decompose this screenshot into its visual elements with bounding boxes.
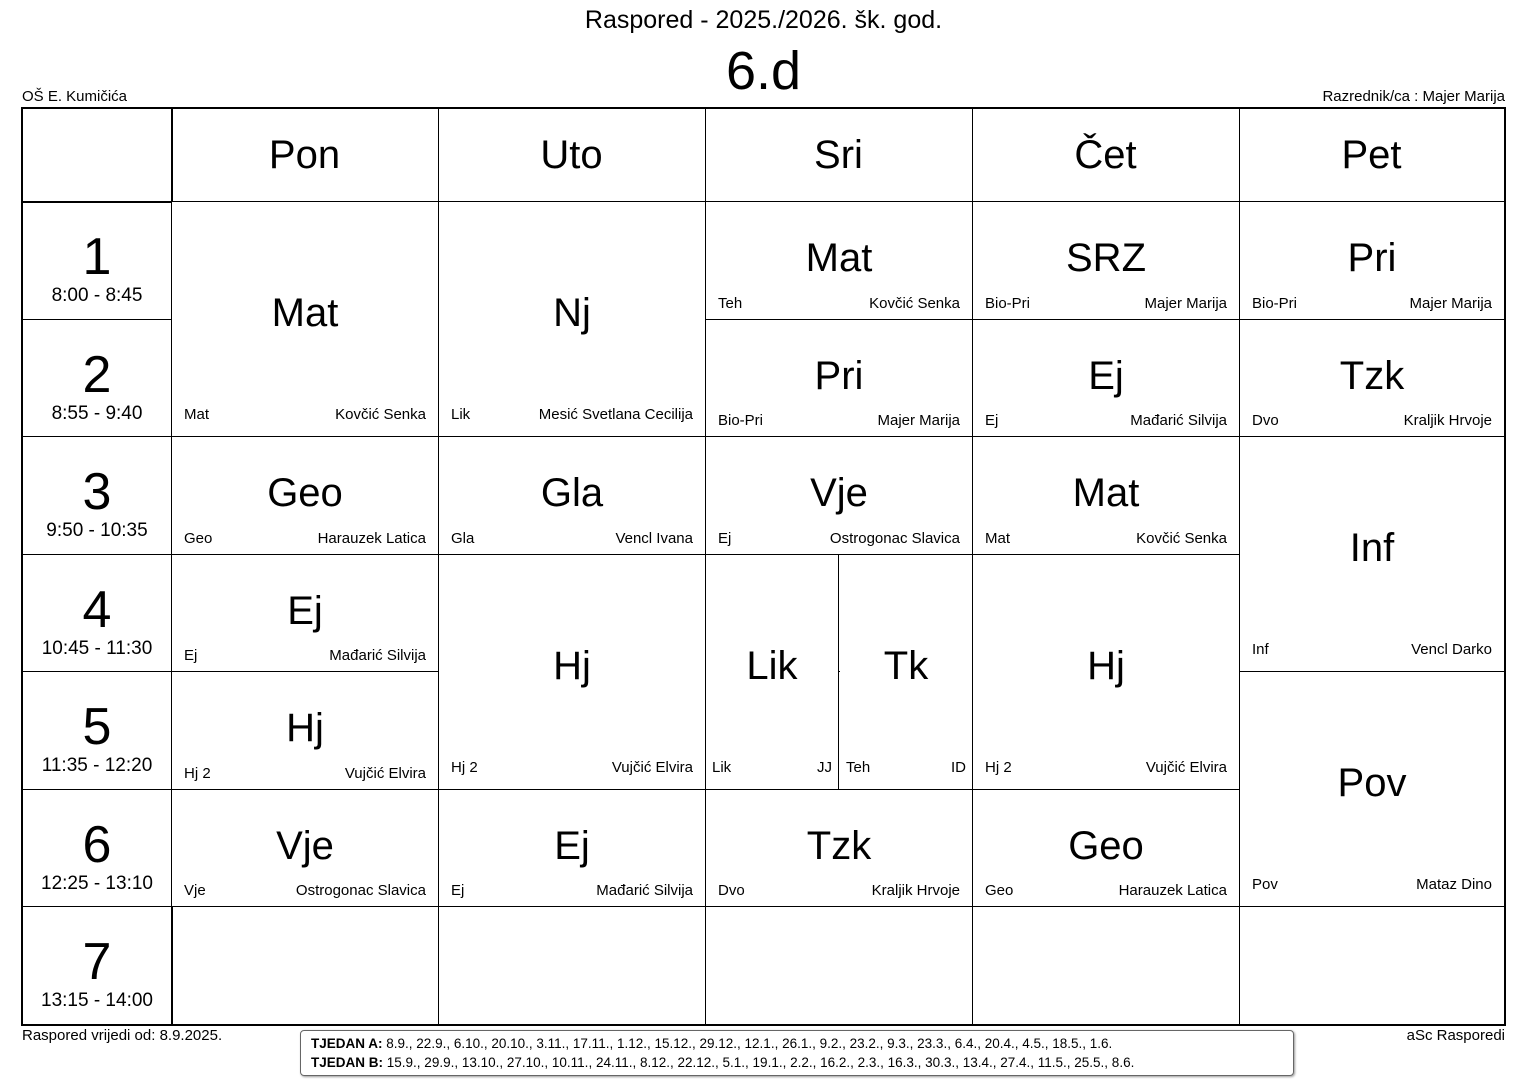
lesson-subject: Lik (746, 643, 798, 688)
lesson-subject: Tzk (806, 823, 872, 868)
week-b-row (311, 1053, 1283, 1072)
period-number: 6 (82, 815, 112, 874)
lesson-group: Ej (718, 529, 732, 547)
week-b-dates: 15.9., 29.9., 13.10., 27.10., 10.11., 24.11., 8.12., 22.12., 5.1., 19.1., 2.2., 16.2., 2.3., 16.3., 30.3., 13.4., 27.4., 11.5., 25.5., 8.6. (386, 1055, 1135, 1070)
lesson-teacher: Harauzek Latica (1118, 882, 1227, 900)
lesson-subject: Pri (1347, 236, 1397, 280)
lesson-subject: Mat (1072, 471, 1140, 516)
lesson-teacher: Vencl Ivana (615, 529, 693, 547)
lesson-group: Pov (1252, 876, 1278, 894)
lesson-cell (973, 202, 1239, 319)
school-name: OŠ E. Kumičića (22, 88, 128, 105)
lesson-teacher: ID (951, 758, 966, 776)
week-b-label: TJEDAN B: (311, 1055, 384, 1070)
lesson-teacher: Harauzek Latica (317, 529, 426, 547)
page-title: Raspored - 2025./2026. šk. god. (584, 6, 943, 34)
lesson-teacher: Kovčić Senka (335, 406, 426, 424)
valid-from-text: Raspored vrijedi od: 8.9.2025. (22, 1027, 223, 1044)
lesson-group: Dvo (718, 882, 745, 900)
lesson-teacher: JJ (817, 758, 832, 776)
lesson-teacher: Mesić Svetlana Cecilija (538, 406, 693, 424)
lesson-teacher: Vujčić Elvira (1145, 758, 1227, 776)
day-header: Pon (268, 132, 341, 177)
lesson-subject: SRZ (1066, 236, 1146, 280)
lesson-subject: Gla (540, 471, 604, 516)
lesson-group: Hj 2 (184, 764, 211, 782)
period-label (23, 201, 171, 319)
period-label (23, 789, 171, 907)
lesson-teacher: Vujčić Elvira (611, 758, 693, 776)
period-time: 8:00 - 8:45 (51, 285, 143, 306)
lesson-subject: Vje (810, 471, 868, 516)
lesson-subject: Vje (276, 823, 334, 868)
lesson-subject: Tk (883, 643, 929, 688)
week-a-label: TJEDAN A: (311, 1036, 383, 1051)
period-time: 8:55 - 9:40 (51, 402, 143, 424)
brand-text: aSc Rasporedi (1406, 1027, 1505, 1044)
period-label (23, 436, 171, 554)
lesson-group: Ej (184, 647, 198, 665)
lesson-subject: Hj (1087, 643, 1125, 688)
lesson-cell (973, 555, 1239, 789)
lesson-cell (1240, 202, 1504, 319)
grid-row-line (23, 906, 1504, 907)
day-header: Sri (814, 132, 863, 177)
lesson-cell (840, 555, 972, 789)
lesson-group: Inf (1252, 641, 1269, 659)
lesson-teacher: Kovčić Senka (869, 294, 960, 312)
lesson-subject: Geo (1068, 823, 1144, 868)
lesson-teacher: Kraljik Hrvoje (1403, 412, 1492, 430)
lesson-subject: Ej (1088, 353, 1124, 398)
week-schedule-box (300, 1030, 1294, 1076)
lesson-cell (1240, 672, 1504, 906)
lesson-teacher: Majer Marija (1409, 294, 1492, 312)
lesson-cell (439, 555, 705, 789)
period-number: 2 (82, 345, 112, 404)
lesson-subject: Mat (805, 236, 873, 280)
lesson-cell (172, 790, 438, 907)
period-label (23, 554, 171, 672)
lesson-teacher: Vencl Darko (1411, 641, 1492, 659)
period-label (23, 671, 171, 789)
class-name: 6.d (725, 41, 802, 101)
lesson-group: Geo (184, 529, 213, 547)
lesson-cell (706, 437, 972, 554)
lesson-teacher: Kovčić Senka (1136, 529, 1227, 547)
period-label (23, 319, 171, 437)
lesson-group: Bio-Pri (985, 294, 1031, 312)
lesson-subject: Tzk (1339, 353, 1405, 398)
lesson-teacher: Vujčić Elvira (344, 764, 426, 782)
lesson-group: Hj 2 (985, 758, 1012, 776)
lesson-group: Ej (985, 412, 999, 430)
day-header: Čet (1074, 132, 1137, 177)
lesson-group: Bio-Pri (1252, 294, 1298, 312)
timetable-grid (21, 107, 1506, 1026)
lesson-subject: Ej (554, 823, 590, 868)
period-label (23, 906, 171, 1024)
week-a-row (311, 1034, 1283, 1053)
lesson-cell (439, 437, 705, 554)
lesson-group: Mat (985, 529, 1011, 547)
lesson-group: Teh (718, 294, 743, 312)
lesson-cell (172, 202, 438, 436)
lesson-teacher: Mađarić Silvija (329, 647, 426, 665)
lesson-group: Gla (451, 529, 475, 547)
period-number: 3 (82, 463, 112, 522)
lesson-subject: Pov (1337, 761, 1407, 806)
lesson-teacher: Mađarić Silvija (596, 882, 693, 900)
lesson-group: Teh (846, 758, 871, 776)
lesson-teacher: Majer Marija (1144, 294, 1227, 312)
lesson-subject: Inf (1349, 526, 1395, 571)
period-time: 10:45 - 11:30 (41, 637, 153, 659)
lesson-group: Lik (451, 406, 471, 424)
lesson-cell (706, 790, 972, 907)
lesson-group: Dvo (1252, 412, 1279, 430)
lesson-cell (439, 202, 705, 436)
week-a-dates: 8.9., 22.9., 6.10., 20.10., 3.11., 17.11., 1.12., 15.12., 29.12., 12.1., 26.1., 9.2., 23.2., 9.3., 23.3., 6.4., 20.4., 4.5., 18.5., 1.6. (386, 1036, 1113, 1051)
lesson-cell (973, 790, 1239, 907)
lesson-subject: Ej (287, 588, 323, 633)
lesson-subject: Nj (553, 291, 591, 336)
lesson-subject: Hj (286, 706, 324, 751)
lesson-group: Mat (184, 406, 210, 424)
lesson-subject: Pri (814, 353, 864, 398)
lesson-cell (973, 320, 1239, 437)
lesson-subject: Mat (271, 291, 339, 336)
lesson-cell (172, 437, 438, 554)
lesson-teacher: Kraljik Hrvoje (871, 882, 960, 900)
lesson-subject: Hj (553, 643, 591, 688)
lesson-group: Geo (985, 882, 1014, 900)
day-header: Uto (540, 132, 603, 177)
lesson-cell (973, 437, 1239, 554)
lesson-teacher: Ostrogonac Slavica (829, 529, 960, 547)
lesson-cell (439, 790, 705, 907)
lesson-teacher: Majer Marija (877, 412, 960, 430)
period-number: 1 (82, 228, 112, 286)
period-number: 4 (82, 580, 112, 639)
lesson-group: Ej (451, 882, 465, 900)
lesson-cell (706, 555, 839, 789)
lesson-teacher: Mataz Dino (1416, 876, 1492, 894)
lesson-teacher: Ostrogonac Slavica (295, 882, 426, 900)
period-number: 5 (82, 698, 112, 757)
period-time: 9:50 - 10:35 (46, 520, 148, 542)
day-header: Pet (1341, 132, 1402, 177)
lesson-cell (172, 555, 438, 672)
lesson-group: Bio-Pri (718, 412, 764, 430)
period-number: 7 (82, 933, 112, 992)
lesson-cell (706, 320, 972, 437)
homeroom-teacher: Razrednik/ca : Majer Marija (1322, 88, 1505, 105)
lesson-teacher: Mađarić Silvija (1130, 412, 1227, 430)
lesson-cell (1240, 320, 1504, 437)
lesson-group: Vje (184, 882, 206, 900)
period-time: 11:35 - 12:20 (41, 755, 153, 777)
lesson-subject: Geo (267, 471, 343, 516)
lesson-group: Lik (712, 758, 732, 776)
lesson-cell (1240, 437, 1504, 671)
lesson-group: Hj 2 (451, 758, 478, 776)
period-time: 13:15 - 14:00 (41, 990, 153, 1012)
lesson-cell (172, 672, 438, 789)
period-time: 12:25 - 13:10 (41, 872, 153, 894)
lesson-cell (706, 202, 972, 319)
